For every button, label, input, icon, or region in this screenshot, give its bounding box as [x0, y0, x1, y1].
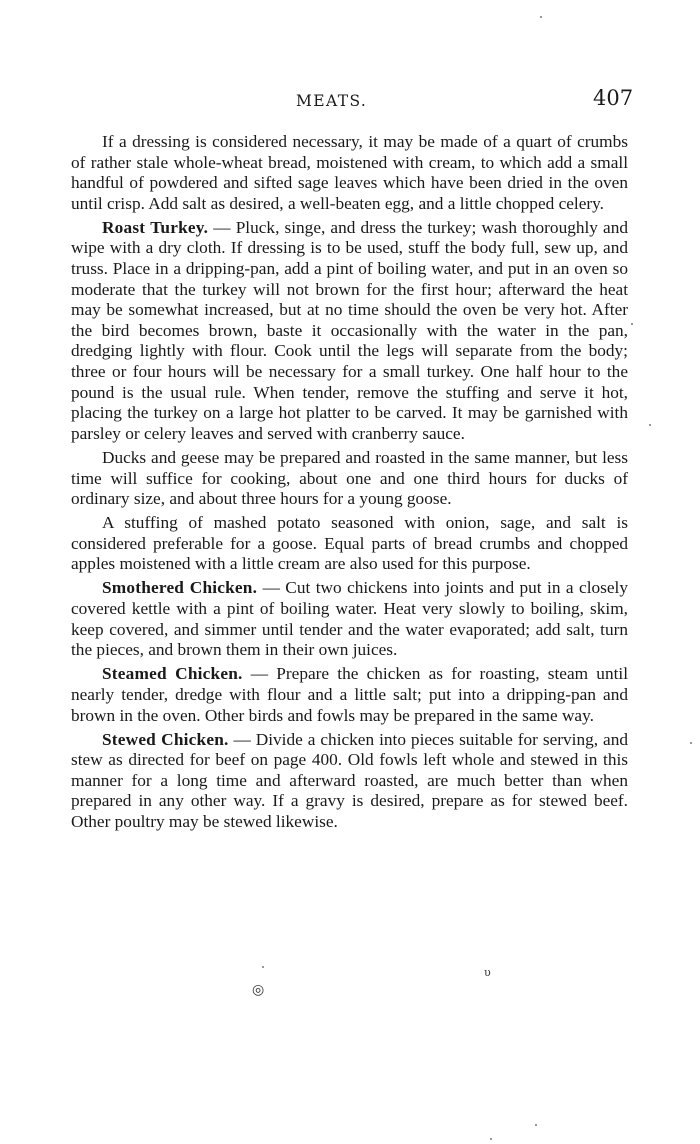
- recipe-heading-smothered-chicken: Smothered Chicken.: [102, 578, 258, 598]
- scan-speck: [535, 1124, 537, 1126]
- paragraph-text: A stuffing of mashed potato seasoned with onion, sage, and salt is considered preferable for a goose. Equal parts of bread crumbs and chopped apples moistened with a little cream are also used for this purpose.: [71, 513, 628, 574]
- body-text: [71, 132, 628, 836]
- paragraph-smothered-chicken: [71, 578, 628, 660]
- paragraph-text: — Pluck, singe, and dress the turkey; wash thoroughly and wipe with a dry cloth. If dressing is to be used, stuff the body full, sew up, and truss. Place in a dripping-pan, add a pint of boiling water, and put in an oven so moderate that the turkey will not brown for the first hour; afterward the heat may be somewhat increased, but at no time should the oven be very hot. After the bird becomes brown, baste it occasionally with the water in the pan, dredging lightly with flour. Cook until the legs will separate from the body; three or four hours will be necessary for a small turkey. One half hour to the pound is the usual rule. When tender, remove the stuffing and serve it hot, placing the turkey on a large hot platter to be carved. It may be garnished with parsley or celery leaves and served with cranberry sauce.: [71, 217, 629, 443]
- paragraph-text: — Prepare the chicken as for roasting, steam until nearly tender, dredge with flour and a little salt; put into a dripping-pan and brown in the oven. Other birds and fowls may be prepared in the same way.: [71, 664, 628, 725]
- circled-mark-icon: ◎: [252, 982, 265, 998]
- paragraph-goose-stuffing: [71, 513, 628, 575]
- scan-speck: [649, 424, 651, 426]
- scan-speck: [490, 1138, 492, 1140]
- paragraph-stewed-chicken: [71, 730, 628, 833]
- paragraph-steamed-chicken: [71, 664, 628, 726]
- paragraph-text: — Divide a chicken into pieces suitable for serving, and stew as directed for beef on page 400. Old fowls left whole and stewed in this manner for a long time and afterward roasted, are much better than when prepared in any other way. If a gravy is desired, prepare as for stewed beef. Other poultry may be stewed likewise.: [71, 729, 628, 831]
- small-mark-icon: υ: [484, 966, 491, 979]
- page-number: 407: [593, 86, 634, 110]
- paragraph-text: If a dressing is considered necessary, it may be made of a quart of crumbs of rather stale whole-wheat bread, moistened with cream, to which add a small handful of powdered and sifted sage leaves which have been dried in the oven until crisp. Add salt as desired, a well-beaten egg, and a little chopped celery.: [71, 132, 628, 213]
- scan-speck: [262, 966, 264, 968]
- running-title: MEATS.: [296, 92, 368, 110]
- recipe-heading-stewed-chicken: Stewed Chicken.: [102, 729, 229, 749]
- running-head: [0, 86, 700, 116]
- scan-speck: [690, 742, 692, 744]
- paragraph-roast-turkey: [71, 218, 628, 445]
- scan-speck: [540, 16, 542, 18]
- scan-speck: [631, 323, 633, 325]
- paragraph-ducks-geese: [71, 448, 628, 510]
- paragraph-text: — Cut two chickens into joints and put in a closely covered kettle with a pint of boiling water. Heat very slowly to boiling, skim, keep covered, and simmer until tender and the water evaporated; add salt, turn the pieces, and brown them in their own juices.: [71, 578, 628, 660]
- paragraph-dressing: [71, 132, 628, 214]
- recipe-heading-steamed-chicken: Steamed Chicken.: [102, 664, 243, 684]
- paragraph-text: Ducks and geese may be prepared and roasted in the same manner, but less time will suffice for cooking, about one and one third hours for ducks of ordinary size, and about three hours for a young goose.: [71, 447, 628, 509]
- recipe-heading-roast-turkey: Roast Turkey.: [102, 217, 209, 237]
